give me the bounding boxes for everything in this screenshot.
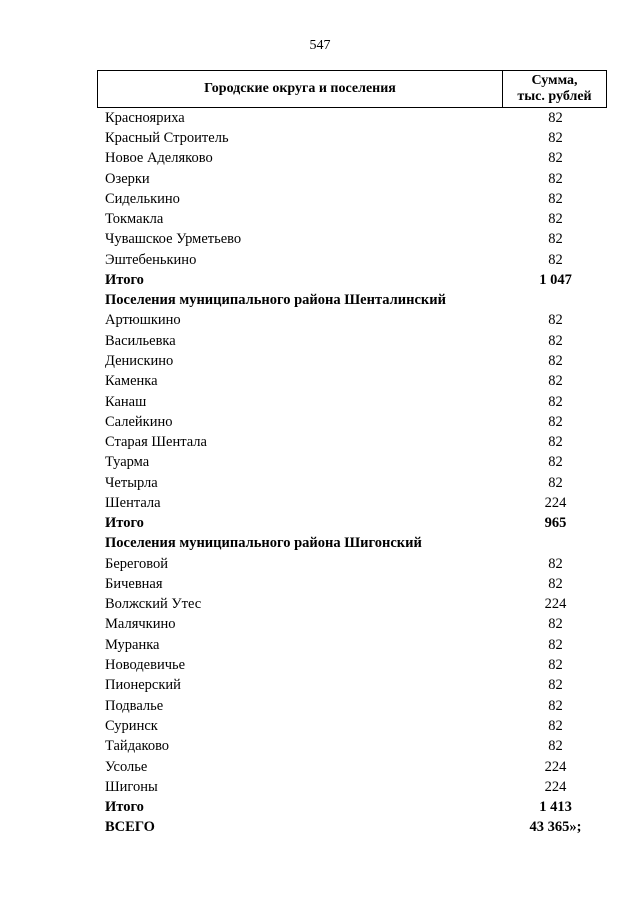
table-row — [97, 351, 607, 371]
settlement-name: Новое Аделяково — [105, 150, 213, 167]
table-row — [97, 209, 607, 229]
table-row — [97, 493, 607, 513]
settlement-name: Эштебенькино — [105, 251, 197, 268]
settlement-sum: 82 — [548, 677, 563, 694]
settlement-sum: 82 — [548, 413, 563, 430]
table-row — [97, 250, 607, 270]
table-row — [97, 412, 607, 432]
settlement-sum: 82 — [548, 454, 563, 471]
table-row — [97, 676, 607, 696]
table-row — [97, 595, 607, 615]
group-title-row — [97, 534, 607, 554]
settlement-sum: 224 — [544, 596, 567, 613]
settlement-name: Канаш — [105, 393, 147, 410]
settlement-sum: 82 — [548, 373, 563, 390]
settlement-name: Четырла — [105, 474, 158, 491]
column-header-name: Городские округа и поселения — [98, 71, 503, 107]
settlement-name: Артюшкино — [105, 312, 181, 329]
table-row — [97, 169, 607, 189]
table-row — [97, 737, 607, 757]
settlement-sum: 82 — [548, 332, 563, 349]
group-title: Поселения муниципального района Шенталинский — [105, 292, 446, 309]
settlement-name: Суринск — [105, 717, 158, 734]
settlement-name: Пионерский — [105, 677, 181, 694]
table-row — [97, 230, 607, 250]
settlement-name: Бичевная — [105, 575, 163, 592]
table-row — [97, 473, 607, 493]
subtotal-value: 965 — [544, 515, 567, 532]
subtotal-row — [97, 270, 607, 290]
settlement-name: Денискино — [105, 352, 174, 369]
table-row — [97, 128, 607, 148]
grand-total-label: ВСЕГО — [105, 818, 155, 835]
settlement-sum: 82 — [548, 657, 563, 674]
table-row — [97, 432, 607, 452]
settlement-name: Подвалье — [105, 697, 164, 714]
settlement-name: Усолье — [105, 758, 148, 775]
table-row — [97, 149, 607, 169]
table-row — [97, 574, 607, 594]
settlement-sum: 82 — [548, 434, 563, 451]
settlement-sum: 82 — [548, 251, 563, 268]
settlement-sum: 82 — [548, 474, 563, 491]
settlement-name: Шентала — [105, 494, 161, 511]
subtotal-value: 1 047 — [539, 272, 572, 289]
settlement-name: Каменка — [105, 373, 158, 390]
settlement-sum: 224 — [544, 494, 567, 511]
settlement-sum: 82 — [548, 575, 563, 592]
settlement-name: Салейкино — [105, 413, 173, 430]
settlement-name: Новодевичье — [105, 657, 186, 674]
settlement-sum: 82 — [548, 555, 563, 572]
settlement-name: Васильевка — [105, 332, 176, 349]
column-header-sum: Сумма, тыс. рублей — [517, 73, 592, 104]
settlement-name: Туарма — [105, 454, 150, 471]
table-body — [97, 108, 607, 818]
settlement-name: Сиделькино — [105, 190, 180, 207]
table-row — [97, 554, 607, 574]
subtotal-label: Итого — [105, 272, 144, 289]
settlement-sum: 224 — [544, 758, 567, 775]
subtotal-value: 1 413 — [539, 799, 572, 816]
table-row — [97, 777, 607, 797]
settlement-name: Чувашское Урметьево — [105, 231, 242, 248]
table-row — [97, 372, 607, 392]
table-header — [97, 70, 607, 108]
settlement-sum: 82 — [548, 109, 563, 126]
settlement-name: Старая Шентала — [105, 434, 207, 451]
settlement-sum: 82 — [548, 352, 563, 369]
settlement-sum: 82 — [548, 717, 563, 734]
settlement-sum: 82 — [548, 697, 563, 714]
table-row — [97, 108, 607, 128]
settlement-sum: 82 — [548, 190, 563, 207]
table-row — [97, 716, 607, 736]
settlement-sum: 82 — [548, 738, 563, 755]
subtotal-row — [97, 798, 607, 818]
grand-total-row — [97, 818, 607, 837]
settlement-sum: 224 — [544, 778, 567, 795]
settlement-sum: 82 — [548, 150, 563, 167]
table-row — [97, 635, 607, 655]
settlement-name: Озерки — [105, 170, 150, 187]
subtotal-label: Итого — [105, 799, 144, 816]
table-row — [97, 655, 607, 675]
table-row — [97, 696, 607, 716]
settlement-sum: 82 — [548, 312, 563, 329]
settlement-name: Береговой — [105, 555, 169, 572]
settlement-name: Волжский Утес — [105, 596, 202, 613]
settlement-sum: 82 — [548, 231, 563, 248]
table-row — [97, 757, 607, 777]
table-row — [97, 615, 607, 635]
settlement-name: Малячкино — [105, 616, 176, 633]
settlement-sum: 82 — [548, 211, 563, 228]
table-row — [97, 331, 607, 351]
settlement-name: Шигоны — [105, 778, 158, 795]
settlement-sum: 82 — [548, 170, 563, 187]
settlement-sum: 82 — [548, 616, 563, 633]
table-row — [97, 311, 607, 331]
page-number: 547 — [309, 38, 331, 53]
settlement-sum: 82 — [548, 129, 563, 146]
group-title-row — [97, 291, 607, 311]
settlement-sum: 82 — [548, 636, 563, 653]
grand-total-value: 43 365»; — [529, 818, 582, 835]
settlement-name: Красный Строитель — [105, 129, 229, 146]
group-title: Поселения муниципального района Шигонский — [105, 535, 422, 552]
settlement-sum: 82 — [548, 393, 563, 410]
table-row — [97, 189, 607, 209]
settlement-name: Токмакла — [105, 211, 164, 228]
subtotal-row — [97, 514, 607, 534]
table-row — [97, 453, 607, 473]
settlement-name: Тайдаково — [105, 738, 170, 755]
settlement-name: Краснояриха — [105, 109, 185, 126]
settlement-name: Муранка — [105, 636, 160, 653]
table-row — [97, 392, 607, 412]
budget-table — [97, 70, 607, 837]
subtotal-label: Итого — [105, 515, 144, 532]
